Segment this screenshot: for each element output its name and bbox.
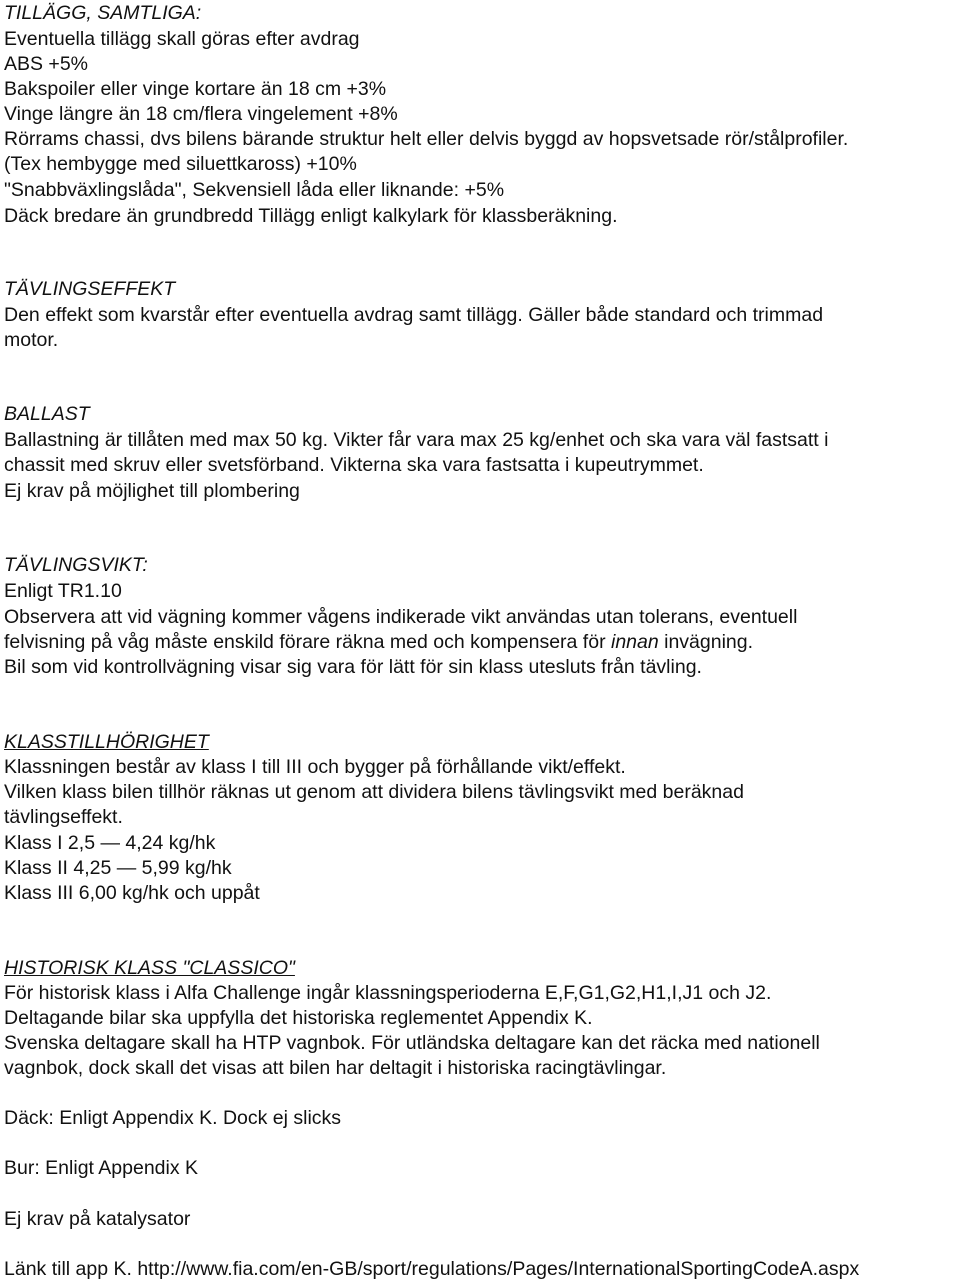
text-line-katalysator: Ej krav på katalysator	[4, 1208, 191, 1230]
text-line: Enligt TR1.10	[4, 580, 122, 602]
text-span: felvisning på våg måste enskild förare räkna med och kompensera för	[4, 631, 611, 653]
text-line: Vilken klass bilen tillhör räknas ut genom att dividera bilens tävlingsvikt med beräknad	[4, 781, 744, 803]
text-line: Ballastning är tillåten med max 50 kg. Vikter får vara max 25 kg/enhet och ska vara väl fastsatt i	[4, 429, 829, 451]
text-line: Rörrams chassi, dvs bilens bärande struktur helt eller delvis byggd av hopsvetsade rör/stålprofiler.	[4, 128, 849, 150]
text-line: (Tex hembygge med siluettkaross) +10%	[4, 153, 357, 175]
text-line: Klass III 6,00 kg/hk och uppåt	[4, 882, 260, 904]
text-line: ABS +5%	[4, 53, 89, 75]
text-line: Vinge längre än 18 cm/flera vingelement +8%	[4, 103, 398, 125]
text-line: chassit med skruv eller svetsförband. Vikterna ska vara fastsatta i kupeutrymmet.	[4, 454, 704, 476]
text-line: För historisk klass i Alfa Challenge ingår klassningsperioderna E,F,G1,G2,H1,I,J1 och J2.	[4, 982, 772, 1004]
text-line: Eventuella tillägg skall göras efter avdrag	[4, 28, 360, 50]
text-line-dack: Däck: Enligt Appendix K. Dock ej slicks	[4, 1107, 342, 1129]
text-line: Den effekt som kvarstår efter eventuella avdrag samt tillägg. Gäller både standard och trimmad	[4, 304, 824, 326]
text-line	[4, 630, 753, 654]
document-page	[4, 0, 960, 1283]
text-line: "Snabbväxlingslåda", Sekvensiell låda eller liknande: +5%	[4, 179, 505, 201]
text-line: Däck bredare än grundbredd Tillägg enligt kalkylark för klassberäkning.	[4, 205, 618, 227]
text-line: motor.	[4, 329, 59, 351]
section-heading-ballast: BALLAST	[4, 403, 90, 425]
text-line: tävlingseffekt.	[4, 806, 123, 828]
text-line-bur: Bur: Enligt Appendix K	[4, 1157, 199, 1179]
section-heading-historisk: HISTORISK KLASS "CLASSICO"	[4, 957, 295, 979]
appendix-k-link[interactable]: Länk till app K. http://www.fia.com/en-GB/sport/regulations/Pages/InternationalSportingCodeA.aspx	[4, 1258, 860, 1280]
section-heading-tillagg: TILLÄGG, SAMTLIGA:	[4, 2, 202, 24]
text-line: Klassningen består av klass I till III och bygger på förhållande vikt/effekt.	[4, 756, 626, 778]
text-line: Bil som vid kontrollvägning visar sig vara för lätt för sin klass utesluts från tävling.	[4, 656, 702, 678]
text-line: vagnbok, dock skall det visas att bilen har deltagit i historiska racingtävlingar.	[4, 1057, 667, 1079]
text-line: Ej krav på möjlighet till plombering	[4, 480, 300, 502]
text-line: Klass I 2,5 — 4,24 kg/hk	[4, 832, 216, 854]
text-line: Bakspoiler eller vinge kortare än 18 cm +3%	[4, 78, 387, 100]
emphasis-text: innan	[610, 631, 659, 653]
text-line: Deltagande bilar ska uppfylla det historiska reglementet Appendix K.	[4, 1007, 593, 1029]
section-heading-klasstillhorighet: KLASSTILLHÖRIGHET	[4, 731, 209, 753]
section-heading-tavlingsvikt: TÄVLINGSVIKT:	[4, 554, 148, 576]
text-line: Svenska deltagare skall ha HTP vagnbok. För utländska deltagare kan det räcka med nationell	[4, 1032, 820, 1054]
text-line: Observera att vid vägning kommer vågens indikerade vikt användas utan tolerans, eventuell	[4, 606, 798, 628]
text-line: Klass II 4,25 — 5,99 kg/hk	[4, 857, 232, 879]
text-span: invägning.	[658, 631, 754, 653]
section-heading-tavlingseffekt: TÄVLINGSEFFEKT	[4, 278, 176, 300]
